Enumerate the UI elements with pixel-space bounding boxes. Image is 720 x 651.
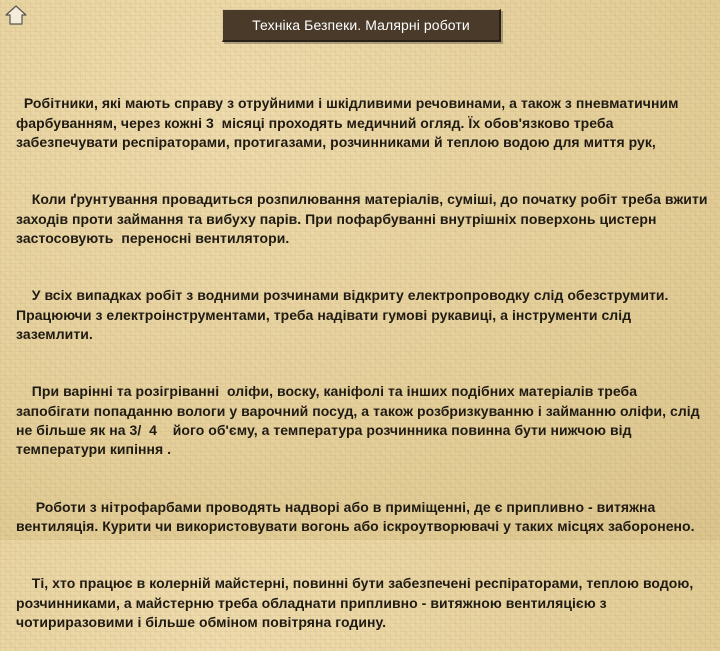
paragraph-1: Робітники, які мають справу з отруйними і шкідливими речовинами, а також з пневматичним фарбуванням, через кожні 3 місяці проходять медичний огляд. Їх обов'язково треба забезпечувати респіраторами, протигазами, розчинниками й теплою водою для миття рук, <box>16 95 683 150</box>
slide-title-box <box>222 9 501 42</box>
paragraph-5: Роботи з нітрофарбами проводять надворі або в приміщенні, де є припливно - витяжна вентиляція. Курити чи використовувати вогонь або іскроутворювачі у таких місцях заборонено. <box>16 498 695 534</box>
paragraph-2: Коли ґрунтування провадиться розпилювання матеріалів, суміші, до початку робіт треба вжити заходів проти займання та вибуху парів. При пофарбуванні внутрішніх поверхонь цистерн застосовують переносні вентилятори. <box>16 191 712 246</box>
paragraph-6: Ті, хто працює в колерній майстерні, повинні бути забезпечені респіраторами, теплою водою, розчинниками, а майстерню треба обладнати припливно - витяжною вентиляцією з чотириразовими і більше обміном повітряна годину. <box>16 575 698 630</box>
paragraph-4: При варінні та розігріванні оліфи, воску, каніфолі та інших подібних матеріалів треба запобігати попаданню вологи у варочний посуд, а також розбризкуванню і займанню оліфи, слід не більше як на 3/ 4 його об'єму, а температура розчинника повинна бути нижчою від температури кипіння . <box>16 383 704 458</box>
home-button[interactable] <box>4 4 28 26</box>
paragraph-3: У всіх випадках робіт з водними розчинами відкриту електропроводку слід обезструмити. Працюючи з електроінструментами, треба надівати гумові рукавиці, а інструменти слід заземлити. <box>16 287 677 342</box>
slide-title: Техніка Безпеки. Малярні роботи <box>252 17 470 33</box>
body-text <box>16 56 712 651</box>
home-icon <box>4 4 28 26</box>
